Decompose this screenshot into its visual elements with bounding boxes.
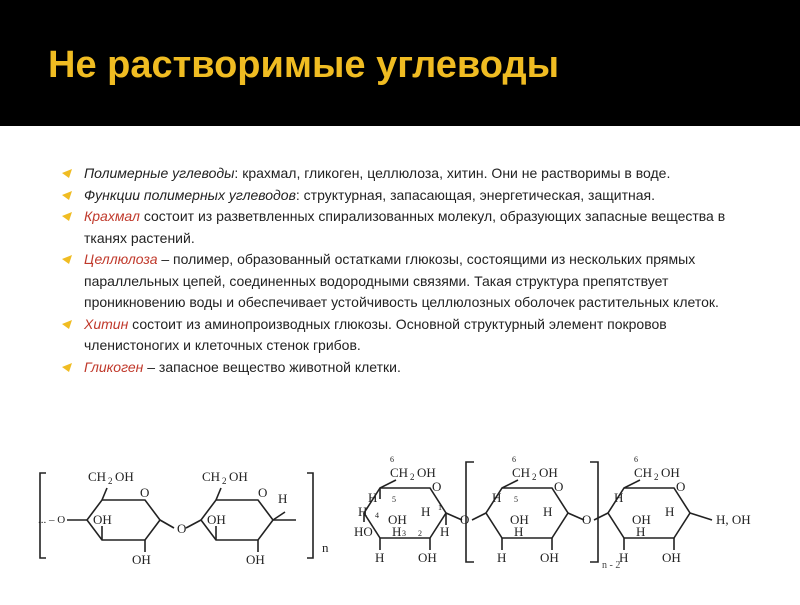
bullet-item-starch <box>62 206 752 249</box>
bullet-item-cellulose <box>62 249 752 314</box>
oh-label: OH <box>93 512 112 527</box>
bullet-term: Функции полимерных углеводов <box>84 186 296 203</box>
repeat-n: n <box>322 540 329 555</box>
bullet-text: состоит из разветвленных спирализованных молекул, образующих запасные вещества в тканях растений. <box>84 208 726 246</box>
h-label: H <box>665 504 675 519</box>
bullet-term: Хитин <box>84 315 129 332</box>
carbon-number: 6 <box>390 455 394 464</box>
oh-label: OH <box>246 552 265 567</box>
bullet-text: : крахмал, гликоген, целлюлоза, хитин. Они не растворимы в воде. <box>234 165 671 181</box>
bullet-item-functions <box>62 185 752 207</box>
h-label: H <box>614 490 624 505</box>
h-label: H <box>440 524 450 539</box>
repeat-count: n - 2 <box>602 560 621 571</box>
title-banner <box>0 0 800 126</box>
ch2oh-end: OH <box>417 465 436 480</box>
bullet-term: Крахмал <box>84 208 140 224</box>
h-label: H <box>514 524 524 539</box>
bullet-text: – запасное вещество животной клетки. <box>143 358 401 375</box>
bullet-icon <box>62 320 72 329</box>
oh-label: OH <box>540 550 559 565</box>
ch2oh-end: OH <box>229 469 248 484</box>
structural-formulas <box>0 440 800 600</box>
h-label: H <box>492 490 502 505</box>
h-label: H <box>368 490 378 505</box>
slide-title: Не растворимые углеводы <box>48 44 560 86</box>
carbon-number: 5 <box>392 495 396 504</box>
bullet-text: : структурная, запасающая, энергетическая, защитная. <box>295 186 655 203</box>
h-label: H <box>543 504 553 519</box>
ch2oh-sub: 2 <box>410 472 415 482</box>
h-label: H <box>497 550 507 565</box>
oh-label: OH <box>207 512 226 527</box>
carbon-number: 5 <box>514 495 518 504</box>
bullet-icon <box>62 255 72 264</box>
ring-o-label: O <box>676 479 686 494</box>
oh-label: OH <box>388 512 407 527</box>
ch2oh-sub: 2 <box>654 472 659 482</box>
ch2oh-end: OH <box>115 469 134 484</box>
carbon-number: 6 <box>634 455 638 464</box>
bullet-icon <box>62 212 72 221</box>
ch2oh-label: CH <box>512 465 531 480</box>
bullet-icon <box>62 363 72 372</box>
ring-o-label: O <box>554 479 564 494</box>
h-label: H <box>392 524 402 539</box>
bullet-text: – полимер, образованный остатками глюкозы, состоящими из нескольких прямых параллельных цепей, соединенных водородными связями. Такая структура препятствует проникновению воды и обеспечивает устойчивость целлюлозных оболочек растительных клеток. <box>84 251 719 310</box>
carbon-number: 6 <box>512 455 516 464</box>
ch2oh-label: CH <box>202 469 221 484</box>
ho-label: HO <box>354 524 373 539</box>
h-label: H <box>375 550 385 565</box>
ring-o-label: O <box>140 485 150 500</box>
carbon-number: 4 <box>375 511 379 520</box>
bullet-item-chitin <box>62 314 752 357</box>
oh-label: OH <box>132 552 151 567</box>
bridge-o-label: O <box>460 512 470 527</box>
ring-o-label: O <box>432 479 442 494</box>
bullet-item-glycogen <box>62 357 752 379</box>
h-label: H <box>278 491 288 506</box>
bullet-icon <box>62 169 72 178</box>
ch2oh-end: OH <box>661 465 680 480</box>
chain-end-label: H, OH <box>716 512 751 527</box>
oh-label: OH <box>662 550 681 565</box>
bullet-term: Полимерные углеводы <box>84 165 235 181</box>
h-label: H <box>358 504 368 519</box>
ch2oh-label: CH <box>634 465 653 480</box>
ring-o-label: O <box>258 485 268 500</box>
bullet-text: состоит из аминопроизводных глюкозы. Основной структурный элемент покровов членистоногих и клеточных стенок грибов. <box>84 315 667 353</box>
h-label: H <box>636 524 646 539</box>
ch2oh-label: CH <box>88 469 107 484</box>
bullet-term: Целлюлоза <box>84 251 158 267</box>
formulas-svg <box>0 440 800 600</box>
oh-label: OH <box>510 512 529 527</box>
ch2oh-sub: 2 <box>108 476 113 486</box>
ch2oh-label: CH <box>390 465 409 480</box>
bullet-list <box>62 163 752 378</box>
oh-label: OH <box>632 512 651 527</box>
ch2oh-sub: 2 <box>222 476 227 486</box>
carbon-number: 3 <box>402 529 406 538</box>
oh-label: OH <box>418 550 437 565</box>
ch2oh-end: OH <box>539 465 558 480</box>
carbon-number: 1 <box>438 503 442 512</box>
bullet-term: Гликоген <box>84 358 144 375</box>
bullet-item-polymers <box>62 163 752 185</box>
ch2oh-sub: 2 <box>532 472 537 482</box>
bullet-icon <box>62 191 72 200</box>
h-label: H <box>619 550 629 565</box>
bridge-o-label: O <box>582 512 592 527</box>
bridge-o-label: O <box>177 521 187 536</box>
chain-prefix: ... – O <box>38 514 66 526</box>
carbon-number: 2 <box>418 529 422 538</box>
h-label: H <box>421 504 431 519</box>
